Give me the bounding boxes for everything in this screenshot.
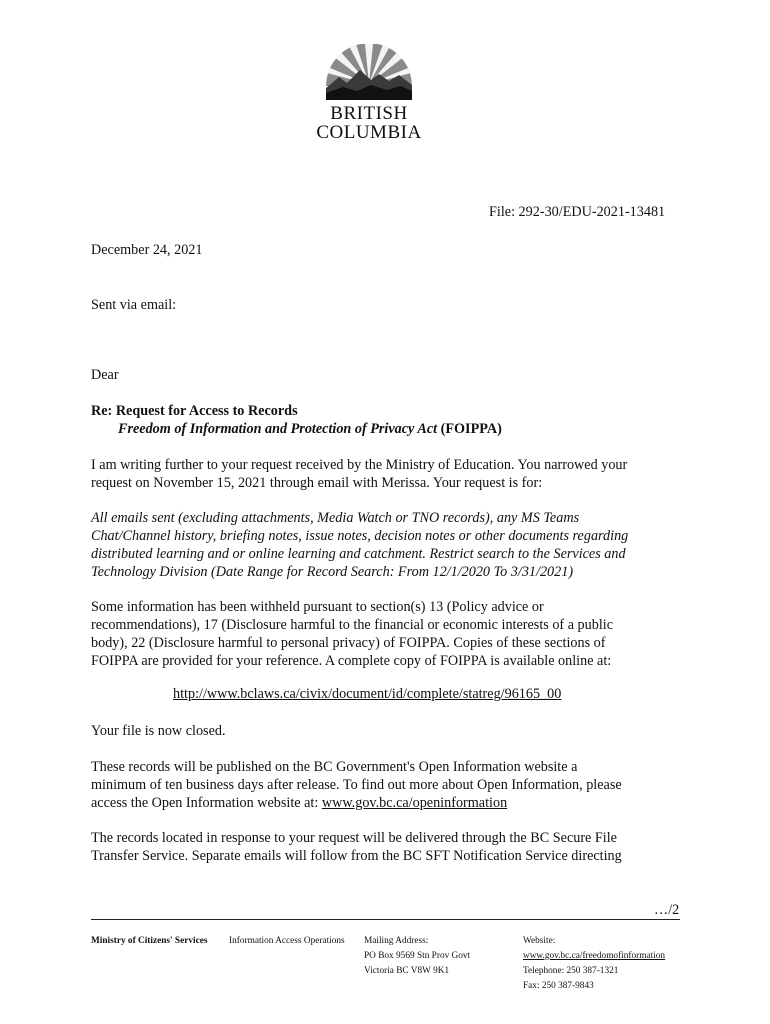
letter-date: December 24, 2021 <box>91 242 203 258</box>
open-info-prefix: access the Open Information website at: <box>91 795 322 811</box>
logo-line-columbia: COLUMBIA <box>316 122 422 143</box>
bc-government-logo <box>313 44 425 146</box>
foippa-link[interactable]: http://www.bclaws.ca/civix/document/id/complete/statreg/96165_00 <box>173 686 562 702</box>
file-reference: File: 292-30/EDU-2021-13481 <box>489 204 666 220</box>
withheld-line-3: body), 22 (Disclosure harmful to personal privacy) of FOIPPA. Copies of these sections of <box>91 635 606 651</box>
request-line-1: All emails sent (excluding attachments, Media Watch or TNO records), any MS Teams <box>91 510 580 526</box>
withheld-line-2: recommendations), 17 (Disclosure harmful to the financial or economic interests of a public <box>91 617 614 633</box>
act-name: Freedom of Information and Protection of Privacy Act <box>118 421 438 437</box>
footer-operations: Information Access Operations <box>229 936 345 946</box>
fax: Fax: 250 387-9843 <box>523 981 594 991</box>
request-line-2: Chat/Channel history, briefing notes, issue notes, decision notes or other documents regarding <box>91 528 629 544</box>
open-info-line-3 <box>91 794 691 812</box>
withheld-line-1: Some information has been withheld pursuant to section(s) 13 (Policy advice or <box>91 599 544 615</box>
footer-divider <box>91 919 680 920</box>
paragraph-intro-line-1: I am writing further to your request received by the Ministry of Education. You narrowed your <box>91 457 628 473</box>
sft-line-2: Transfer Service. Separate emails will follow from the BC SFT Notification Service directing <box>91 848 622 864</box>
open-information-link[interactable]: www.gov.bc.ca/openinformation <box>321 795 508 811</box>
page-continuation: …/2 <box>654 902 680 918</box>
sent-via: Sent via email: <box>91 297 177 313</box>
subject-line: Re: Request for Access to Records <box>91 403 298 419</box>
open-info-line-2: minimum of ten business days after release. To find out more about Open Information, please <box>91 777 622 793</box>
mailing-line-2: Victoria BC V8W 9K1 <box>364 966 450 976</box>
sun-mountains-icon <box>313 44 425 104</box>
open-info-line-1: These records will be published on the BC Government's Open Information website a <box>91 759 578 775</box>
telephone: Telephone: 250 387-1321 <box>523 966 619 976</box>
website-label: Website: <box>523 936 556 946</box>
sft-line-1: The records located in response to your request will be delivered through the BC Secure File <box>91 830 617 846</box>
website-link[interactable]: www.gov.bc.ca/freedomofinformation <box>523 951 666 961</box>
request-line-3: distributed learning and or online learning and catchment. Restrict search to the Services and <box>91 546 626 562</box>
paragraph-intro-line-2: request on November 15, 2021 through email with Merissa. Your request is for: <box>91 475 543 491</box>
logo-line-british: BRITISH <box>330 103 408 124</box>
subject-act <box>118 420 718 438</box>
act-abbrev: (FOIPPA) <box>437 421 502 437</box>
file-closed: Your file is now closed. <box>91 723 226 739</box>
mailing-label: Mailing Address: <box>364 936 429 946</box>
footer-mailing-address <box>364 934 470 979</box>
salutation: Dear <box>91 367 119 383</box>
withheld-line-4: FOIPPA are provided for your reference. A complete copy of FOIPPA is available online at: <box>91 653 612 669</box>
mailing-line-1: PO Box 9569 Stn Prov Govt <box>364 951 471 961</box>
request-line-4: Technology Division (Date Range for Record Search: From 12/1/2020 To 3/31/2021) <box>91 564 574 580</box>
footer-contact <box>523 934 665 994</box>
footer-ministry: Ministry of Citizens' Services <box>91 936 208 946</box>
